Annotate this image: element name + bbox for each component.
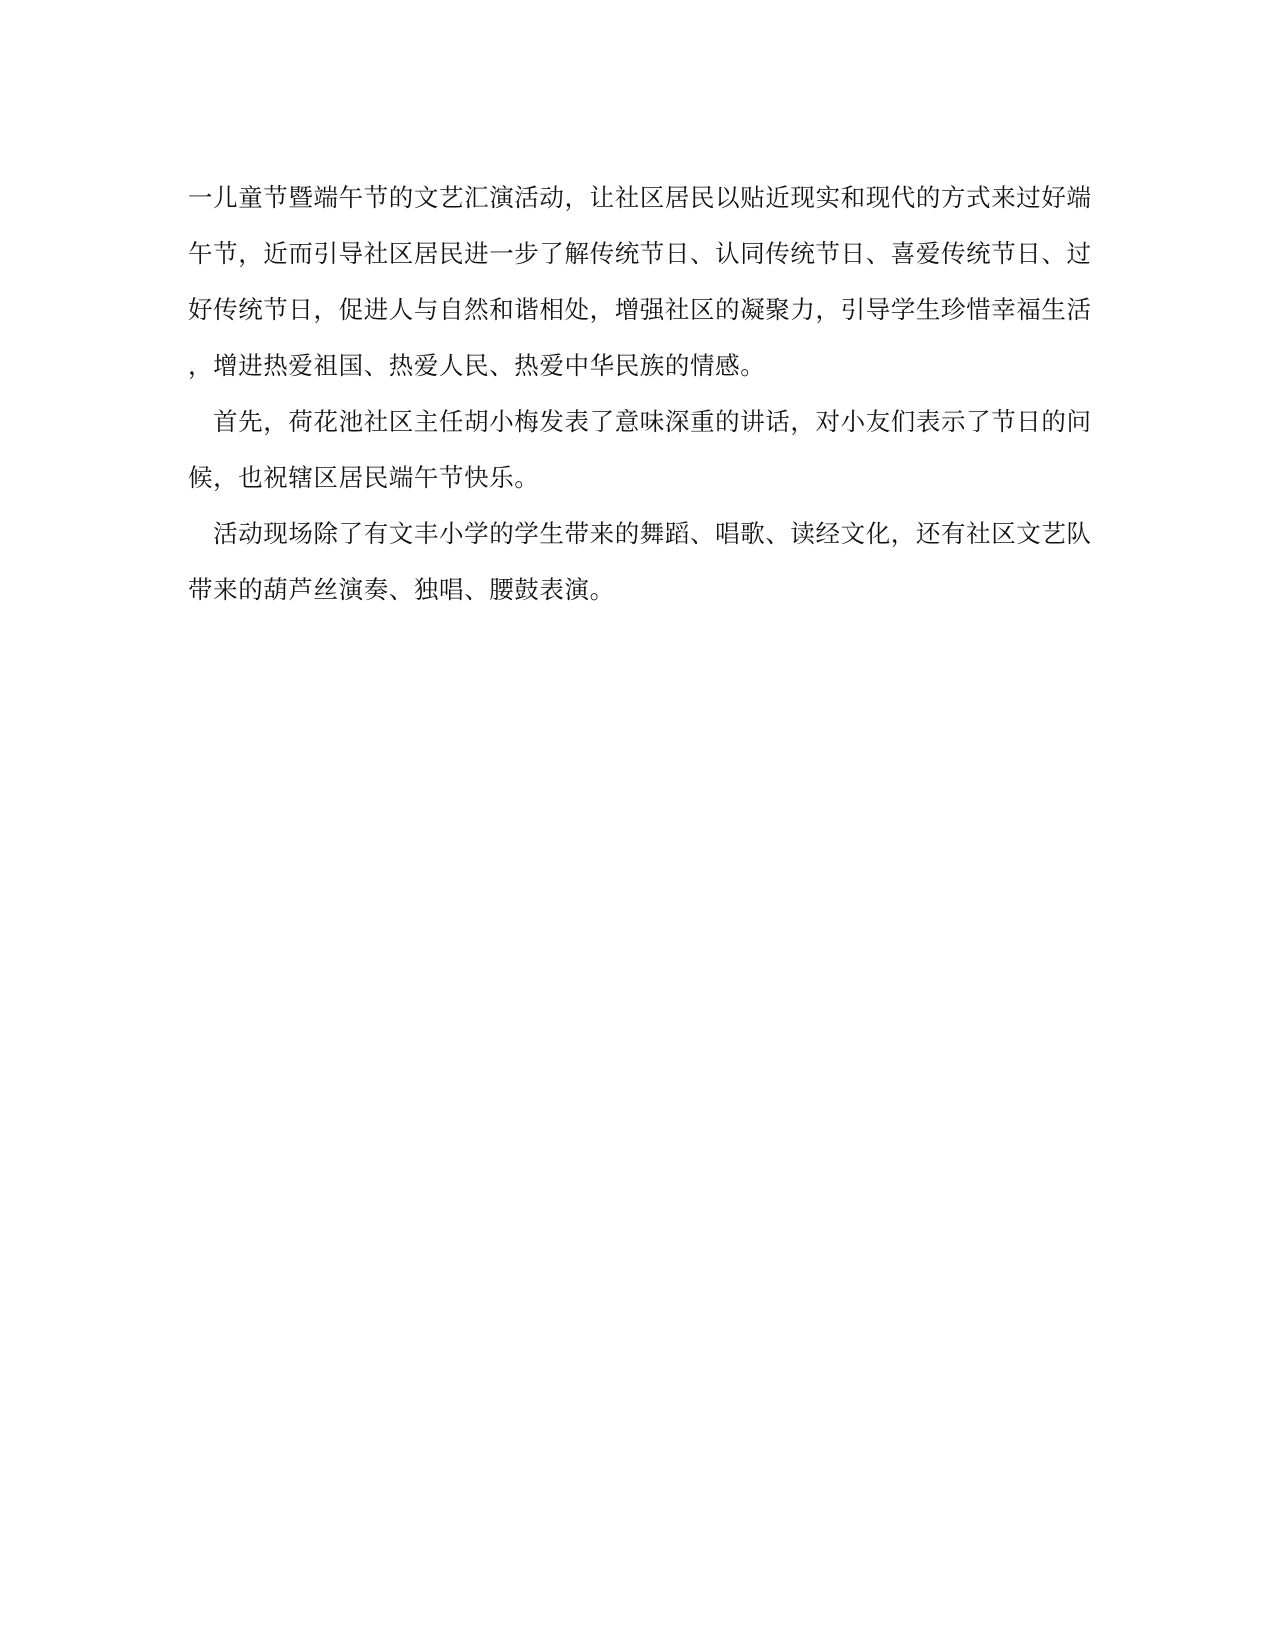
text-line: 活动现场除了有文丰小学的学生带来的舞蹈、唱歌、读经文化，还有社区文艺队 (188, 519, 1092, 548)
text-line: ，增进热爱祖国、热爱人民、热爱中华民族的情感。 (188, 351, 766, 380)
paragraph (188, 394, 1092, 506)
text-line: 一儿童节暨端午节的文艺汇演活动，让社区居民以贴近现实和现代的方式来过好端 (188, 183, 1092, 212)
paragraph (188, 506, 1092, 618)
paragraph (188, 170, 1092, 394)
text-line: 候，也祝辖区居民端午节快乐。 (188, 463, 540, 492)
document-body (188, 170, 1092, 618)
text-line: 午节，近而引导社区居民进一步了解传统节日、认同传统节日、喜爱传统节日、过 (188, 239, 1092, 268)
text-line: 好传统节日，促进人与自然和谐相处，增强社区的凝聚力，引导学生珍惜幸福生活 (188, 295, 1092, 324)
text-line: 带来的葫芦丝演奏、独唱、腰鼓表演。 (188, 575, 615, 604)
text-line: 首先，荷花池社区主任胡小梅发表了意味深重的讲话，对小友们表示了节日的问 (188, 407, 1092, 436)
